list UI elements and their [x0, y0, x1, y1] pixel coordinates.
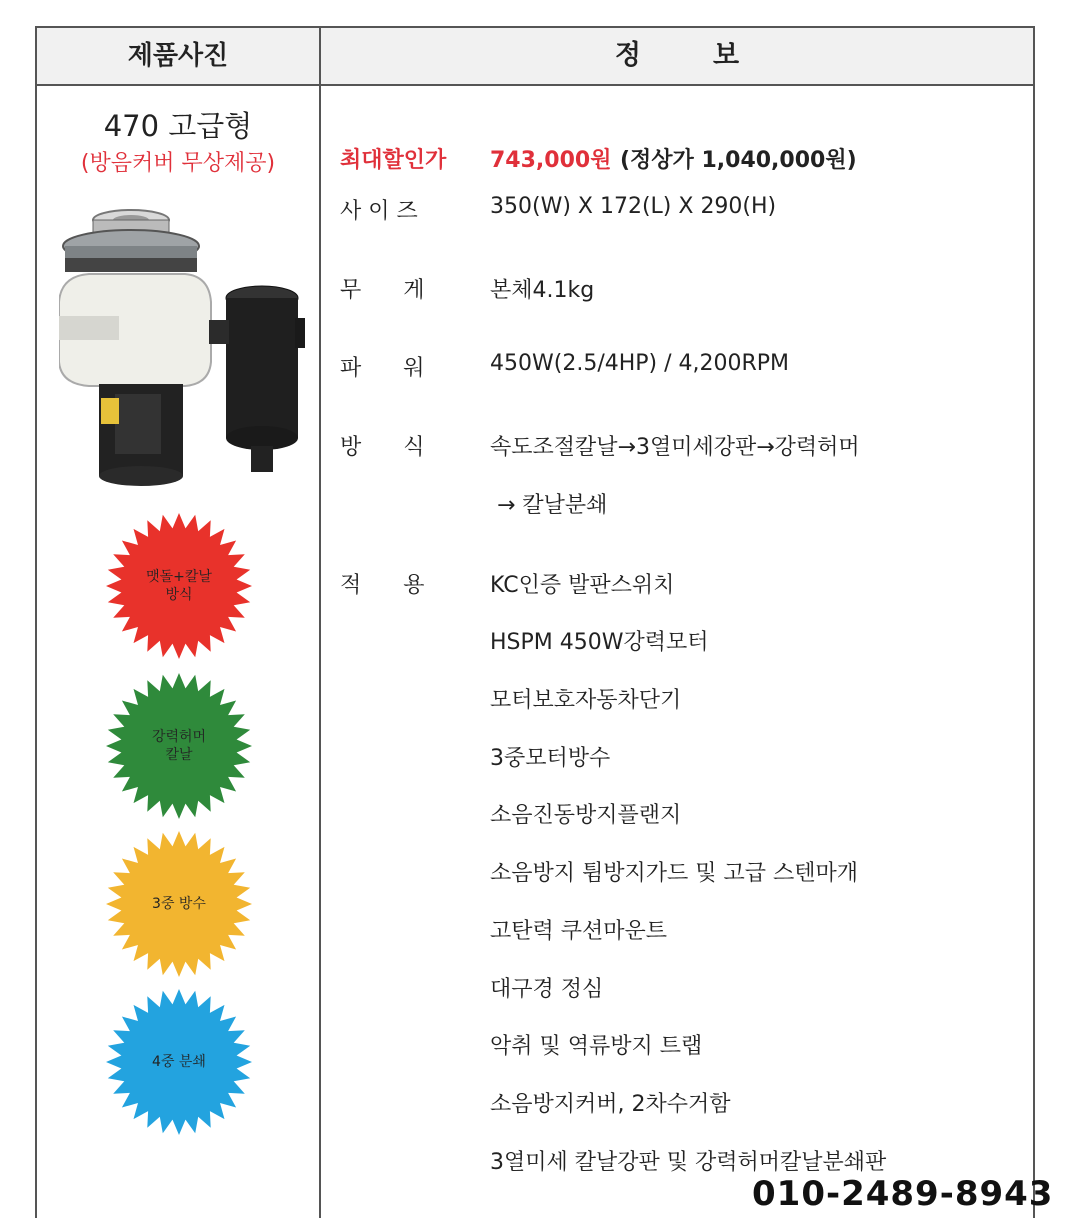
- cover-note: (방음커버 무상제공): [80, 151, 276, 176]
- product-image: [59, 198, 305, 498]
- header-product-photo: 제품사진: [127, 41, 229, 71]
- feature-item: 대구경 정심: [490, 977, 604, 1002]
- model-name: 470 고급형: [103, 109, 253, 143]
- spec-table: [35, 26, 1035, 1218]
- spec-label-applied: 적 용: [340, 573, 425, 598]
- badge-triple-waterproof-label: 3중 방수: [152, 896, 206, 912]
- feature-item: KC인증 발판스위치: [490, 573, 675, 598]
- table-header: [37, 28, 1033, 86]
- spec-value-method-cont: → 칼날분쇄: [497, 493, 608, 518]
- feature-item: 악취 및 역류방지 트랩: [490, 1034, 703, 1059]
- header-info-char-2: 보: [713, 40, 740, 71]
- feature-item: HSPM 450W강력모터: [490, 630, 709, 655]
- spec-label-size: 사 이 즈: [340, 199, 418, 224]
- spec-label-weight: 무 게: [340, 278, 425, 303]
- badge-triple-waterproof: [105, 830, 253, 978]
- header-info: [321, 28, 1033, 84]
- price-label: 최대할인가: [340, 148, 447, 173]
- header-info-char-1: 정: [614, 40, 641, 71]
- badge-grinding-method: [105, 512, 253, 660]
- badge-hammer-blade-label: 강력허머 칼날: [151, 729, 207, 763]
- contact-phone: 010-2489-8943: [752, 1174, 1054, 1214]
- feature-item: 3열미세 칼날강판 및 강력허머칼날분쇄판: [490, 1150, 887, 1175]
- feature-item: 소음방지 튐방지가드 및 고급 스텐마개: [490, 861, 859, 886]
- spec-label-method: 방 식: [340, 435, 425, 460]
- price-original: (정상가 1,040,000원): [620, 148, 857, 173]
- badge-grinding-method-label: 맷돌+칼날 방식: [146, 569, 212, 603]
- badge-hammer-blade: [105, 672, 253, 820]
- feature-item: 3중모터방수: [490, 746, 611, 771]
- badge-quad-grinding-label: 4중 분쇄: [152, 1054, 206, 1070]
- feature-item: 모터보호자동차단기: [490, 688, 682, 713]
- feature-item: 소음방지커버, 2차수거함: [490, 1092, 731, 1117]
- spec-value-power: 450W(2.5/4HP) / 4,200RPM: [490, 351, 790, 376]
- badge-quad-grinding: [105, 988, 253, 1136]
- spec-value-method: 속도조절칼날→3열미세강판→강력허머: [490, 435, 860, 460]
- column-divider: [319, 28, 321, 1218]
- spec-label-power: 파 워: [340, 356, 425, 381]
- spec-value-weight: 본체4.1kg: [490, 278, 595, 303]
- price-value: 743,000원: [490, 148, 612, 173]
- spec-value-size: 350(W) X 172(L) X 290(H): [490, 194, 777, 219]
- feature-item: 고탄력 쿠션마운트: [490, 919, 668, 944]
- feature-item: 소음진동방지플랜지: [490, 803, 682, 828]
